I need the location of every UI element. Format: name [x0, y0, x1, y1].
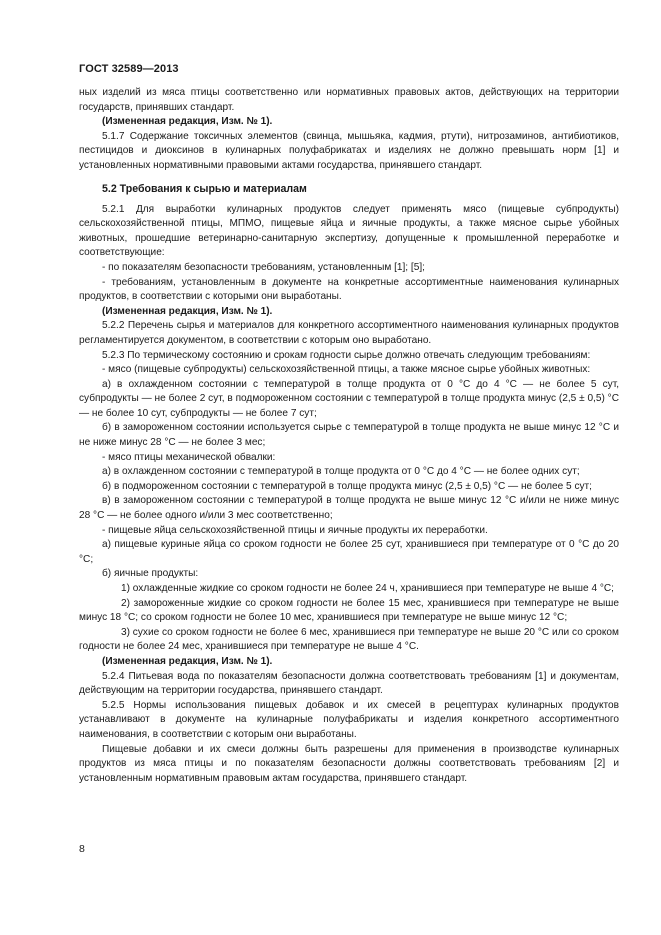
body-paragraph: 5.2.2 Перечень сырья и материалов для конкретного ассортиментного наименования кулинарных продуктов регламентируется документом, в соответствии с которым оно выработано. [79, 320, 619, 346]
section-heading: 5.2 Требования к сырью и материалам [102, 182, 307, 195]
body-paragraph: ных изделий из мяса птицы соответственно или нормативных правовых актов, действующих на территории государств, принявших стандарт. [79, 87, 619, 113]
body-paragraph: - мясо (пищевые субпродукты) сельскохозяйственной птицы, а также мясное сырье убойных животных: [102, 364, 591, 376]
body-paragraph: 5.2.1 Для выработки кулинарных продуктов следует применять мясо (пищевые субпродукты) сельскохозяйственной птицы, МПМО, пищевые яйца и яичные продукты, а также мясное сырье убойных животных, прошедшие ветеринарно-санитарную экспертизу, допущенные к промышленной переработке и соответствующие: [79, 203, 619, 259]
body-paragraph: - мясо птицы механической обвалки: [102, 451, 276, 463]
document-body [79, 86, 619, 786]
body-paragraph: 1) охлажденные жидкие со сроком годности не более 24 ч, хранившиеся при температуре не выше 4 °С; [121, 583, 614, 594]
document-header: ГОСТ 32589—2013 [79, 63, 179, 75]
page-number: 8 [79, 843, 85, 855]
body-paragraph: 5.2.5 Нормы использования пищевых добавок и их смесей в рецептурах кулинарных продуктов устанавливают в документе на кулинарные полуфабрикаты и изделия конкретного ассортиментного наименования, в соответствии с которым они выработаны. [79, 699, 619, 740]
body-paragraph: Пищевые добавки и их смеси должны быть разрешены для применения в производстве кулинарных продуктов из мяса птицы и по показателям безопасности должны соответствовать требованиям [2] и установленным нормативным правовым актам государства, принявшего стандарт. [79, 743, 619, 784]
body-paragraph: 3) сухие со сроком годности не более 6 мес, хранившиеся при температуре не выше 20 °С или со сроком годности не более 24 мес, хранившиеся при температуре не выше 4 °С. [79, 626, 619, 653]
body-paragraph: а) в охлажденном состоянии с температурой в толще продукта от 0 °С до 4 °С — не более 5 сут, субпродукты — не более 2 сут, в подмороженном состоянии с температурой в толще продукта минус (2,5 ± 0,5) °С — не более 10 сут, субпродукты — не более 7 сут; [79, 378, 619, 419]
amendment-note: (Измененная редакция, Изм. № 1). [102, 305, 273, 317]
body-paragraph: 5.2.4 Питьевая вода по показателям безопасности должна соответствовать требованиям [1] и документам, действующим на территории государства, принявшего стандарт. [79, 670, 619, 697]
amendment-note: (Измененная редакция, Изм. № 1). [102, 116, 273, 128]
body-paragraph: 5.2.3 По термическому состоянию и срокам годности сырье должно отвечать следующим требованиям: [102, 349, 591, 361]
body-paragraph: б) яичные продукты: [102, 568, 199, 580]
body-paragraph: б) в подмороженном состоянии с температурой в толще продукта минус (2,5 ± 0,5) °С — не более 5 сут; [102, 480, 592, 492]
body-paragraph: б) в замороженном состоянии используется сырье с температурой в толще продукта не выше минус 12 °С и не ниже минус 28 °С — не более 3 мес; [79, 422, 619, 449]
body-paragraph: - требованиям, установленным в документе на конкретные ассортиментные наименования кулинарных продуктов, в соответствии с которыми они выработаны. [79, 276, 619, 303]
body-paragraph: в) в замороженном состоянии с температурой в толще продукта не выше минус 12 °С и/или не ниже минус 28 °С — не более одного и/или 3 мес соответственно; [79, 495, 619, 522]
body-paragraph: 2) замороженные жидкие со сроком годности не более 15 мес, хранившиеся при температуре не выше минус 18 °С; со сроком годности не более 10 мес, хранившиеся при температуре не выше минус 12 °С; [79, 597, 619, 624]
body-paragraph: - пищевые яйца сельскохозяйственной птицы и яичные продукты их переработки. [102, 524, 488, 536]
body-paragraph: а) в охлажденном состоянии с температурой в толще продукта от 0 °С до 4 °С — не более одних сут; [102, 466, 580, 478]
body-paragraph: - по показателям безопасности требованиям, установленным [1]; [5]; [102, 261, 425, 273]
body-paragraph: а) пищевые куриные яйца со сроком годности не более 25 сут, хранившиеся при температуре от 0 °С до 20 °С; [79, 539, 619, 565]
body-paragraph: 5.1.7 Содержание токсичных элементов (свинца, мышьяка, кадмия, ртути), нитрозаминов, антибиотиков, пестицидов и диоксинов в кулинарных полуфабрикатах и изделиях не должно превышать норм [1] и установленных нормативными правовыми актами государства, принявшего стандарт. [79, 130, 619, 171]
amendment-note: (Измененная редакция, Изм. № 1). [102, 655, 273, 667]
